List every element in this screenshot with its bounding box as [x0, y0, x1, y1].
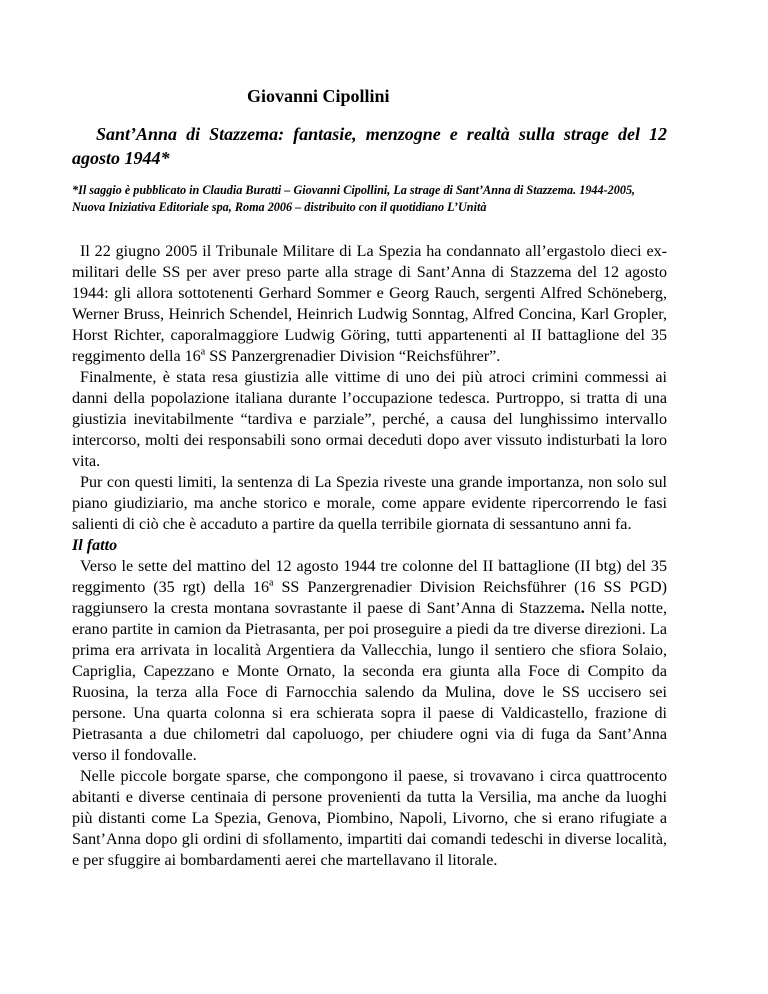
paragraph-1-text-end: SS Panzergrenadier Division “Reichsführer”. — [205, 348, 501, 365]
paragraph-1 — [72, 241, 667, 367]
article-title — [72, 122, 667, 170]
paragraph-2: Finalmente, è stata resa giustizia alle vittime di uno dei più atroci crimini commessi ai danni della popolazione italiana durante l’occupazione tedesca. Purtroppo, si tratta di una giustizia inevitabilmente “tardiva e parziale”, perché, a causa del lunghissimo intervallo intercorso, molti dei responsabili sono ormai deceduti dopo aver vissuto indisturbati la loro vita. — [72, 369, 667, 470]
ordinal-superscript: a — [269, 577, 274, 589]
paragraph-4-text-mid: SS Panzergrenadier Division Reichsführer (16 SS PGD) raggiunsero la cresta montana sovrastante il paese di Sant’Anna di Stazzema — [72, 579, 667, 617]
author-name: Giovanni Cipollini — [247, 86, 390, 106]
ordinal-superscript: a — [200, 346, 206, 358]
section-heading: Il fatto — [72, 537, 118, 554]
paragraph-4 — [72, 556, 667, 766]
publication-note: *Il saggio è pubblicato in Claudia Buratti – Giovanni Cipollini, La strage di Sant’Anna di Stazzema. 1944-2005, Nuova Iniziativa Editoriale spa, Roma 2006 – distribuito con il quotidiano L’Unità — [72, 183, 636, 214]
paragraph-4-text: Verso le sette del mattino del 12 agosto 1944 tre colonne del II battaglione (II btg) del 35 reggimento (35 rgt) della 16 — [72, 558, 667, 596]
paragraph-4-text-end: Nella notte, erano partite in camion da Pietrasanta, per poi proseguire a piedi da tre diverse direzioni. La prima era arrivata in località Argentiera da Vallecchia, lungo il sentiero che sfiora Solaio, Capriglia, Capezzano e Monte Ornato, la seconda era giunta alla Foce di Compito da Ruosina, la terza alla Foce di Farnocchia salendo da Mulina, dove le SS uccisero sei persone. Una quarta colonna si era schierata sopra il paese di Valdicastello, frazione di Pietrasanta a due chilometri dal capoluogo, per chiudere ogni via di fuga da Sant’Anna verso il fondovalle. — [72, 600, 667, 764]
bold-period: . — [580, 600, 585, 617]
title-text: Sant’Anna di Stazzema: fantasie, menzogne e realtà sulla strage del 12 agosto 1944* — [72, 124, 667, 168]
paragraph-3: Pur con questi limiti, la sentenza di La Spezia riveste una grande importanza, non solo sul piano giudiziario, ma anche storico e morale, come appare evidente ripercorrendo le fasi salienti di ciò che è accaduto a partire da quella terribile giornata di sessantuno anni fa. — [72, 474, 667, 533]
paragraph-5: Nelle piccole borgate sparse, che compongono il paese, si trovavano i circa quattrocento abitanti e diverse centinaia di persone provenienti da tutta la Versilia, ma anche da luoghi più distanti come La Spezia, Genova, Piombino, Napoli, Livorno, che si erano rifugiate a Sant’Anna dopo gli ordini di sfollamento, impartiti dai comandi tedeschi in diverse località, e per sfuggire ai bombardamenti aerei che martellavano il litorale. — [72, 768, 667, 869]
article-body — [72, 241, 667, 871]
paragraph-1-text: Il 22 giugno 2005 il Tribunale Militare di La Spezia ha condannato all’ergastolo dieci ex-militari delle SS per aver preso parte alla strage di Sant’Anna di Stazzema del 12 agosto 1944: gli allora sottotenenti Gerhard Sommer e Georg Rauch, sergenti Alfred Schöneberg, Werner Bruss, Heinrich Schendel, Heinrich Ludwig Sonntag, Alfred Concina, Karl Gropler, Horst Richter, caporalmaggiore Ludwig Göring, tutti appartenenti al II battaglione del 35 reggimento della 16 — [72, 243, 667, 365]
